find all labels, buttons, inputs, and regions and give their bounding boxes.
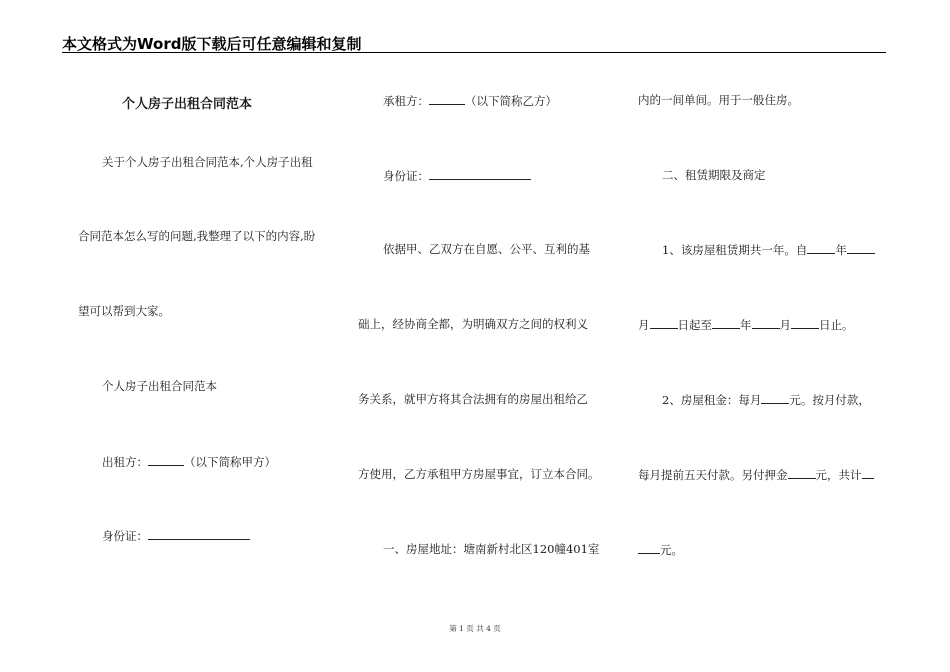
lessor-id-blank — [148, 528, 250, 540]
lessor-blank — [148, 454, 184, 466]
term-text-e: 年 — [740, 318, 752, 332]
header-divider — [62, 52, 886, 53]
para-line-2: 础上，经协商全都，为明确双方之间的权利义 — [358, 317, 588, 331]
document-title: 个人房子出租合同范本 — [122, 97, 253, 112]
para-line-1: 依据甲、乙双方在自愿、公平、互利的基 — [383, 242, 590, 256]
rent-blank-1 — [761, 392, 789, 404]
lessee-suffix: （以下简称乙方） — [465, 94, 557, 108]
address-line: 一、房屋地址：塘南新村北区120幢401室 — [383, 542, 600, 556]
intro-line-1: 关于个人房子出租合同范本,个人房子出租 — [102, 155, 313, 169]
lessee-id-line — [383, 168, 531, 183]
term-blank-5 — [752, 317, 780, 329]
lessee-id-blank — [429, 168, 531, 180]
term-text-a: 1、该房屋租赁期共一年。自 — [662, 243, 808, 257]
term-text-d: 日起至 — [677, 318, 712, 332]
total-blank-1 — [862, 467, 874, 479]
lessor-id-line — [102, 528, 250, 543]
term-blank-2 — [847, 242, 875, 254]
contract-subtitle: 个人房子出租合同范本 — [102, 379, 217, 393]
term-text-b: 年 — [835, 243, 847, 257]
room-use-line: 内的一间单间。用于一般住房。 — [638, 93, 799, 107]
deposit-blank — [788, 467, 816, 479]
page-number-footer: 第 1 页 共 4 页 — [449, 624, 501, 633]
term-blank-6 — [791, 317, 819, 329]
term-text-f: 月 — [779, 318, 791, 332]
term-blank-4 — [712, 317, 740, 329]
intro-line-2: 合同范本怎么写的问题,我整理了以下的内容,盼 — [78, 229, 316, 243]
document-header: 本文格式为Word版下载后可任意编辑和复制 — [62, 35, 362, 53]
para-line-3: 务关系，就甲方将其合法拥有的房屋出租给乙 — [358, 392, 588, 406]
para-line-4: 方使用，乙方承租甲方房屋事宜，订立本合同。 — [358, 467, 600, 481]
rent-text-a: 2、房屋租金：每月 — [662, 393, 762, 407]
lessor-line — [102, 454, 276, 469]
term-text-c: 月 — [638, 318, 650, 332]
lessee-label: 承租方： — [383, 94, 429, 108]
term-line-1 — [662, 242, 875, 257]
term-blank-1 — [807, 242, 835, 254]
lessor-suffix: （以下简称甲方） — [184, 455, 276, 469]
term-line-2 — [638, 317, 854, 332]
lessee-line — [383, 93, 557, 108]
rent-line-3 — [638, 542, 683, 557]
rent-text-d: 元，共计 — [815, 468, 862, 482]
term-blank-3 — [650, 317, 678, 329]
intro-line-3: 望可以帮到大家。 — [78, 304, 170, 318]
lessor-label: 出租方： — [102, 455, 148, 469]
section-2-heading: 二、租赁期限及商定 — [662, 168, 766, 182]
total-blank-2 — [638, 542, 660, 554]
rent-line-2 — [638, 467, 874, 482]
rent-text-b: 元。按月付款， — [789, 393, 870, 407]
rent-line-1 — [662, 392, 870, 407]
rent-text-c: 每月提前五天付款。另付押金 — [638, 468, 788, 482]
rent-text-e: 元。 — [660, 543, 683, 557]
lessee-blank — [429, 93, 465, 105]
lessee-id-label: 身份证： — [383, 169, 429, 183]
term-text-g: 日止。 — [819, 318, 854, 332]
lessor-id-label: 身份证： — [102, 529, 148, 543]
